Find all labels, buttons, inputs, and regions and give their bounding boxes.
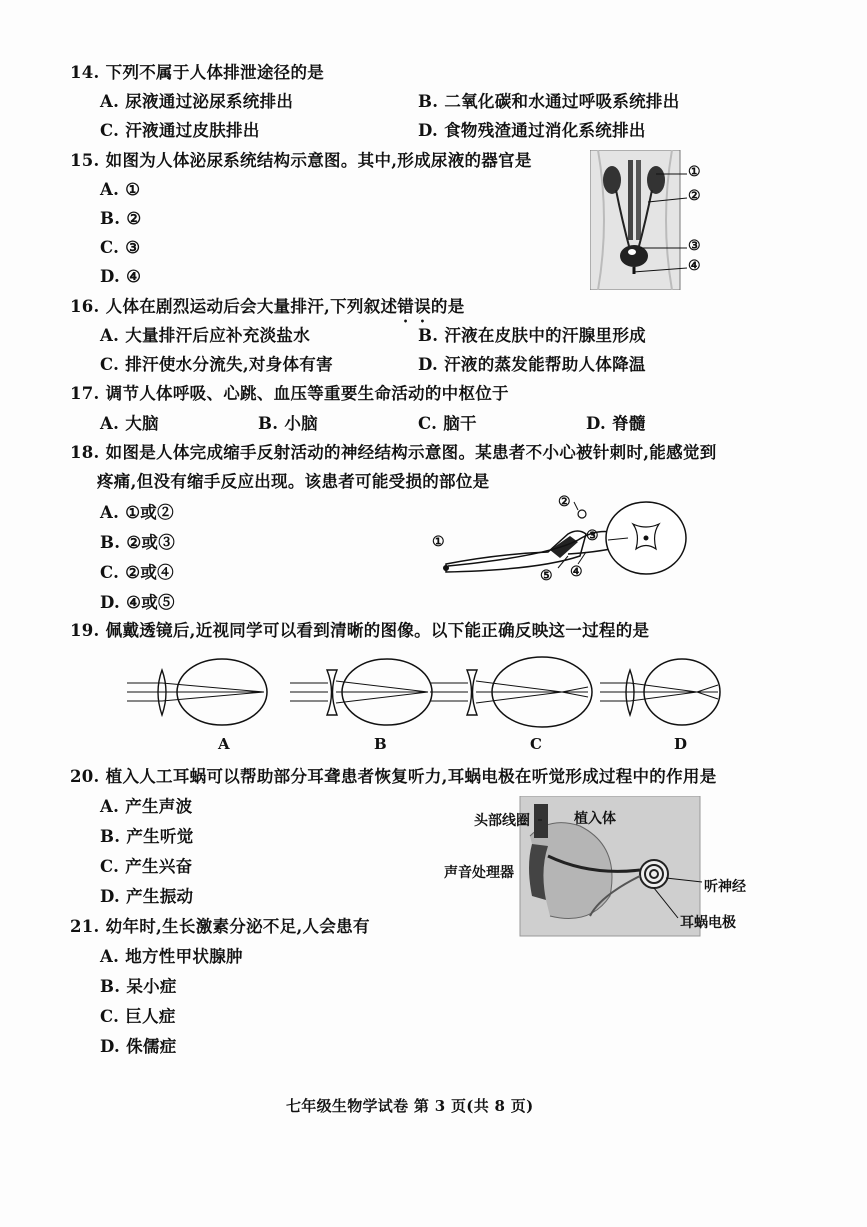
q16-option-d[interactable]: D. 汗液的蒸发能帮助人体降温 [418,355,646,374]
fig20-label-implant: 植入体 [574,811,616,827]
q17-stem: 17. 调节人体呼吸、心跳、血压等重要生命活动的中枢位于 [70,384,509,403]
fig18-label-2: ② [558,494,571,510]
q20-stem: 20. 植入人工耳蜗可以帮助部分耳聋患者恢复听力,耳蜗电极在听觉形成过程中的作用是 [70,767,717,786]
diagram-label-d[interactable]: D [674,735,688,753]
q20-option-a[interactable]: A. 产生声波 [100,797,193,816]
page-footer: 七年级生物学试卷 第 3 页(共 8 页) [286,1097,534,1115]
q15-stem: 15. 如图为人体泌尿系统结构示意图。其中,形成尿液的器官是 [70,151,532,170]
q18-option-c[interactable]: C. ②或④ [100,563,174,582]
diagram-d [600,659,720,725]
q16-emphasis: 错误 [397,297,431,316]
q18-stem-line1: 18. 如图是人体完成缩手反射活动的神经结构示意图。某患者不小心被针刺时,能感觉到 [70,443,717,462]
q17-option-a[interactable]: A. 大脑 [100,414,159,433]
lens-diagrams [122,655,722,760]
q16-stem: 16. 人体在剧烈运动后会大量排汗,下列叙述错误的是 [70,297,465,316]
q14-stem: 14. 下列不属于人体排泄途径的是 [70,63,325,82]
q20-option-b[interactable]: B. 产生听觉 [100,827,194,846]
q14-option-d[interactable]: D. 食物残渣通过消化系统排出 [418,121,646,140]
q21-option-b[interactable]: B. 呆小症 [100,977,177,996]
fig20-label-nerve: 听神经 [704,879,746,895]
diagram-label-c[interactable]: C [530,735,542,753]
q16-option-c[interactable]: C. 排汗使水分流失,对身体有害 [100,355,333,374]
diagram-label-b[interactable]: B [374,735,387,753]
q14-option-a[interactable]: A. 尿液通过泌尿系统排出 [100,92,294,111]
q15-option-c[interactable]: C. ③ [100,238,141,257]
q20-option-c[interactable]: C. 产生兴奋 [100,857,193,876]
fig20-label-head-coil: 头部线圈 [474,813,530,829]
fig18-label-1: ① [432,534,445,550]
cochlear-implant-figure [444,796,760,941]
q15-option-a[interactable]: A. ① [100,180,141,199]
urinary-system-figure [590,150,720,290]
q17-option-c[interactable]: C. 脑干 [418,414,477,433]
fig18-label-4: ④ [570,564,583,580]
q18-option-b[interactable]: B. ②或③ [100,533,176,552]
fig18-label-5: ⑤ [540,568,553,584]
diagram-a [127,659,267,725]
q21-option-a[interactable]: A. 地方性甲状腺肿 [100,947,243,966]
diagram-c [430,657,592,727]
fig15-label-2: ② [688,188,701,204]
q16-option-b[interactable]: B. 汗液在皮肤中的汗腺里形成 [418,326,646,345]
diagram-label-a[interactable]: A [218,735,230,753]
q19-stem: 19. 佩戴透镜后,近视同学可以看到清晰的图像。以下能正确反映这一过程的是 [70,621,650,640]
diagram-b [290,659,432,725]
q18-option-d[interactable]: D. ④或⑤ [100,593,175,612]
q14-option-c[interactable]: C. 汗液通过皮肤排出 [100,121,260,140]
q21-option-c[interactable]: C. 巨人症 [100,1007,176,1026]
q21-stem: 21. 幼年时,生长激素分泌不足,人会患有 [70,917,370,936]
q21-option-d[interactable]: D. 侏儒症 [100,1037,177,1056]
reflex-arc-figure [428,494,698,594]
q14-option-b[interactable]: B. 二氧化碳和水通过呼吸系统排出 [418,92,680,111]
q16-option-a[interactable]: A. 大量排汗后应补充淡盐水 [100,326,310,345]
q15-option-d[interactable]: D. ④ [100,267,142,286]
fig15-label-4: ④ [688,258,701,274]
fig15-label-3: ③ [688,238,701,254]
q17-option-b[interactable]: B. 小脑 [258,414,318,433]
q20-option-d[interactable]: D. 产生振动 [100,887,194,906]
q18-stem-line2: 疼痛,但没有缩手反应出现。该患者可能受损的部位是 [97,472,490,491]
q18-option-a[interactable]: A. ①或② [100,503,174,522]
q15-option-b[interactable]: B. ② [100,209,142,228]
fig20-label-electrode: 耳蜗电极 [680,915,736,931]
fig18-label-3: ③ [586,528,599,544]
q17-option-d[interactable]: D. 脊髓 [586,414,646,433]
fig15-label-1: ① [688,164,701,180]
fig20-label-processor: 声音处理器 [444,865,514,881]
